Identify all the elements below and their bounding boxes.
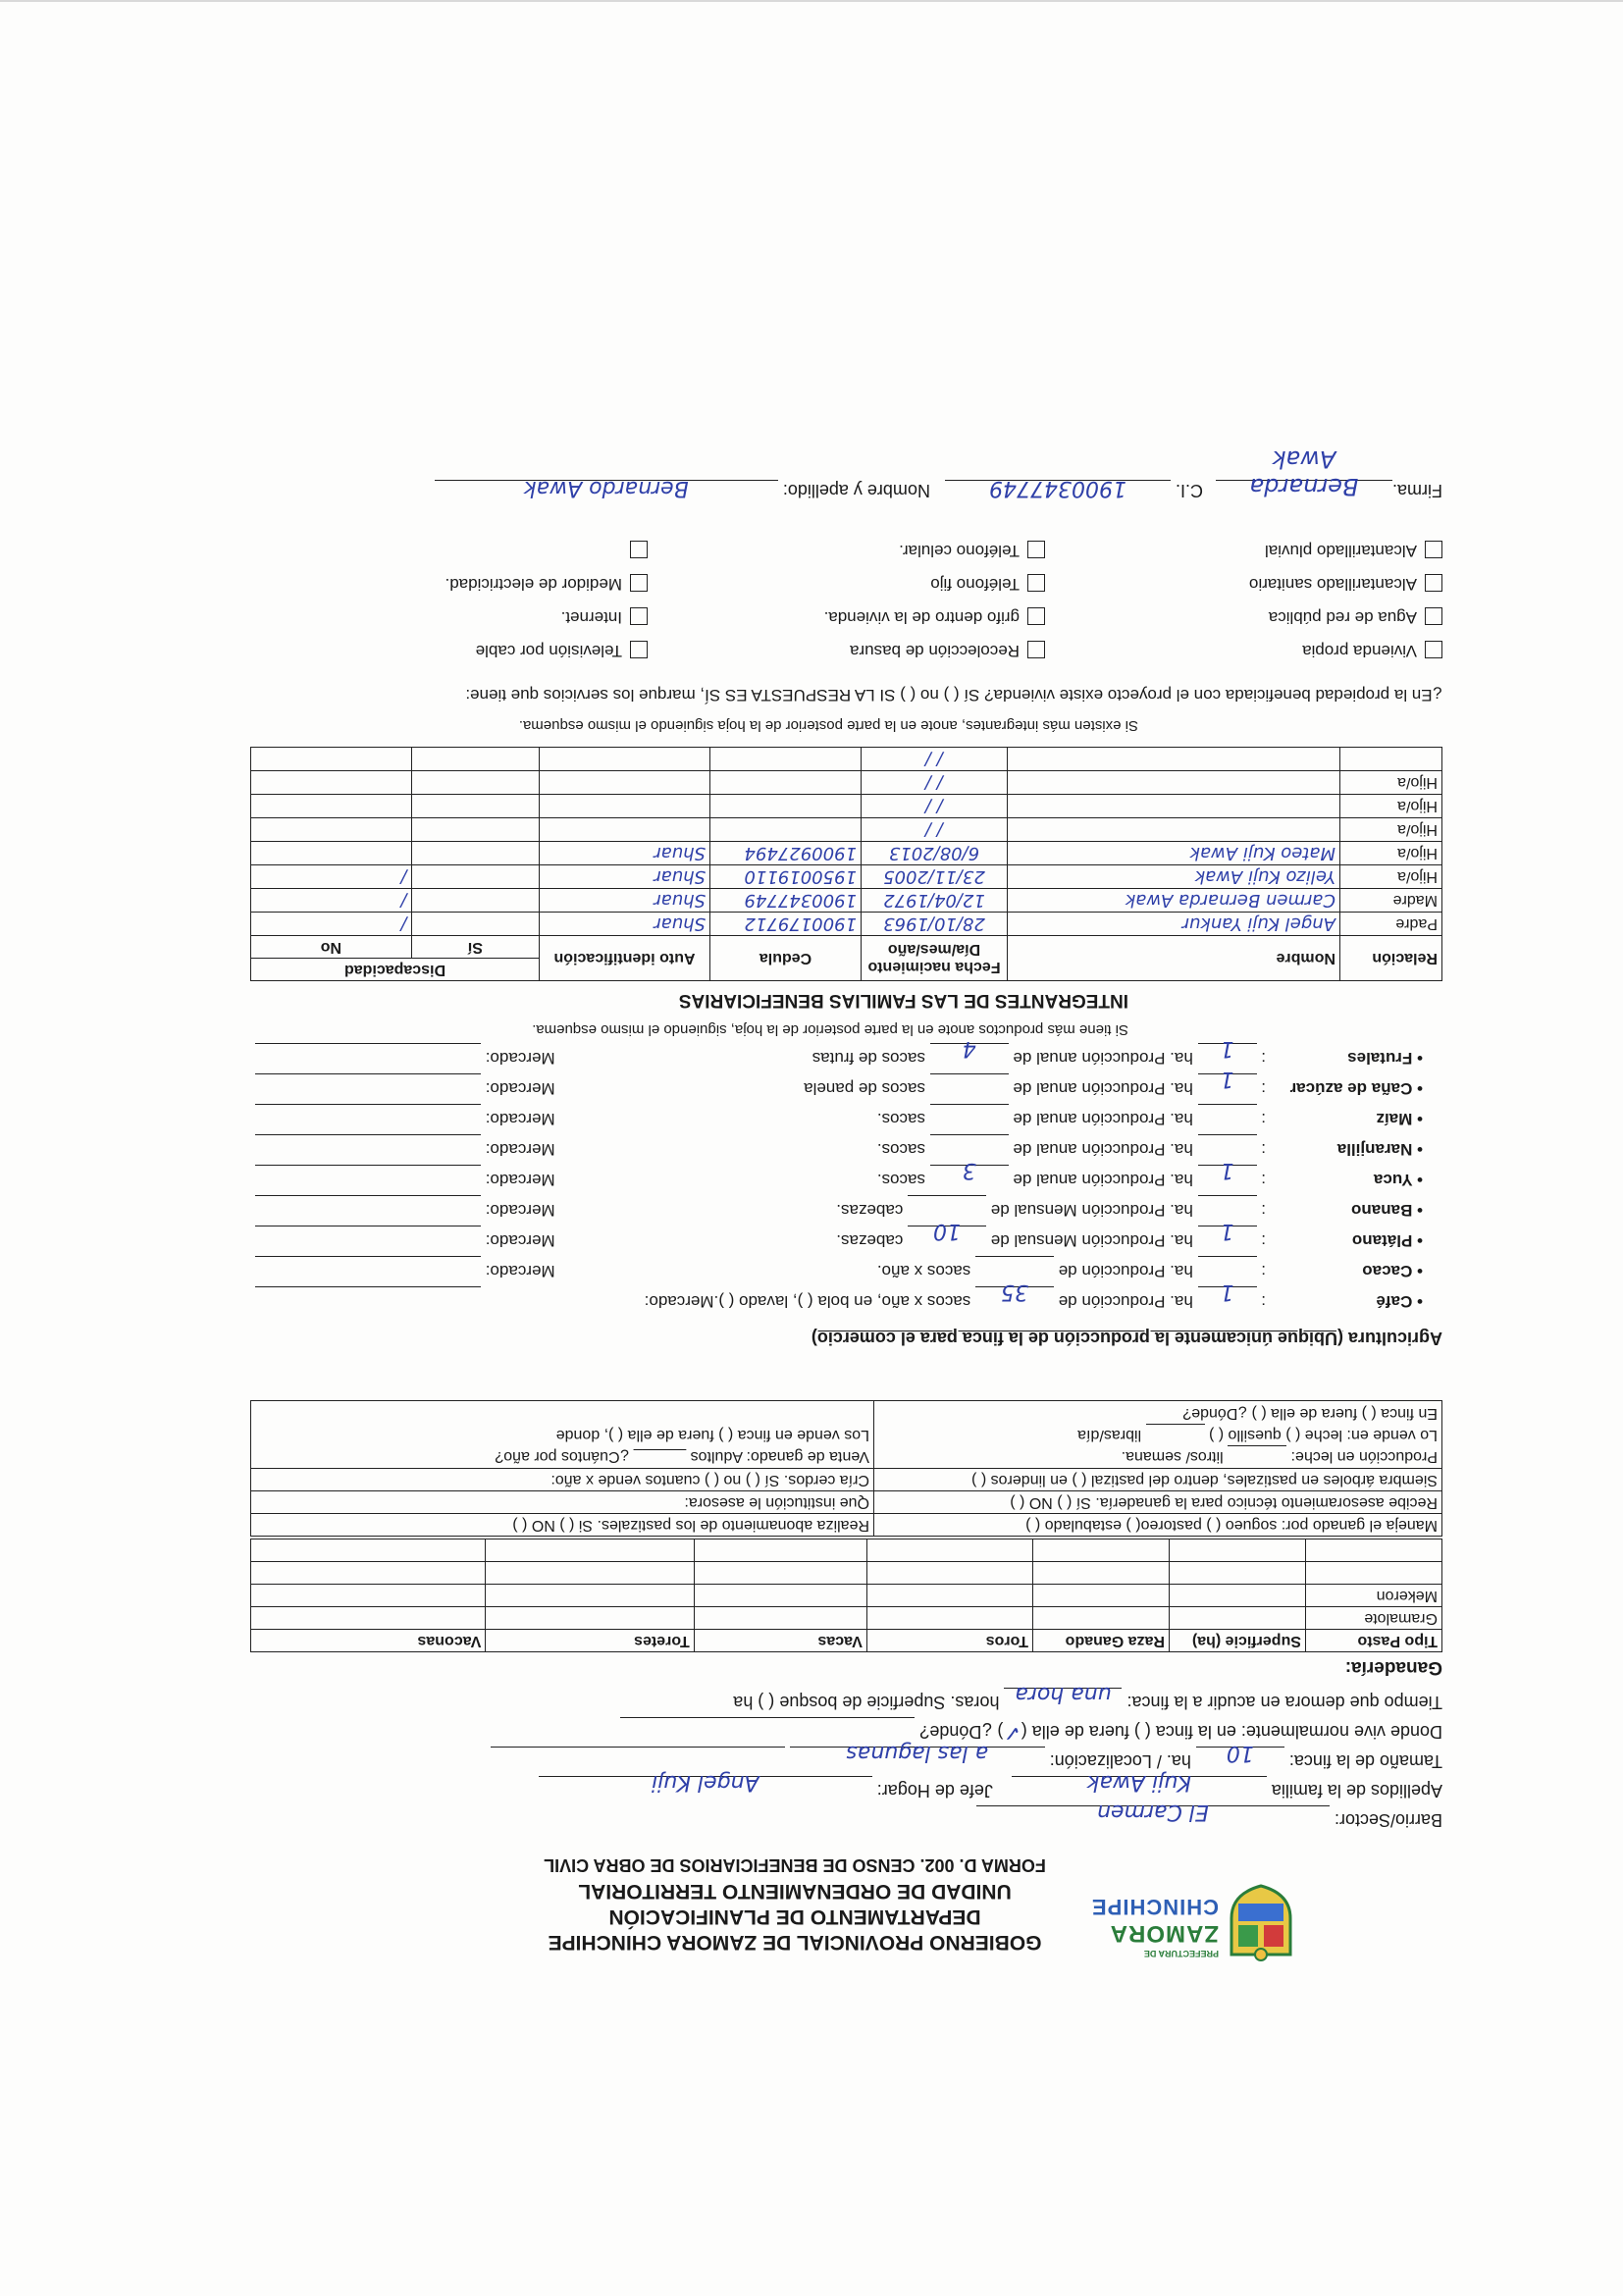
table-row <box>251 889 1442 913</box>
service-label: Alcantarillado pluvial <box>1265 542 1417 560</box>
no-cell[interactable] <box>251 748 412 771</box>
leche-cell[interactable] <box>874 1401 1442 1469</box>
fecha-cell[interactable]: 23/11/2005 <box>862 865 1008 889</box>
nombre-cell[interactable] <box>1008 771 1340 795</box>
table-row <box>251 1585 1442 1607</box>
signature[interactable]: Bernarda Awak <box>1216 480 1392 500</box>
table-cell[interactable] <box>251 1585 486 1607</box>
vivienda-question: ¿En la propiedad beneficiada con el proyecto existe vivienda? Sí ( ) no ( ) SI LA RESPUESTA ES SÍ, marque los servicios que tiene: <box>465 686 1442 704</box>
relacion-cell[interactable]: Hijo/a <box>1340 865 1442 889</box>
table-cell[interactable] <box>694 1539 866 1562</box>
integrantes-header: Discapacidad <box>251 959 540 981</box>
agri-row: • Caña de azúcar: 1 ha. Producción anual de sacos de panela Mercado: <box>255 1073 1423 1104</box>
form-title: FORMA D. 002. CENSO DE BENEFICIARIOS DE OBRA CIVIL <box>544 1855 1046 1875</box>
donde-field[interactable] <box>620 1717 915 1738</box>
integrantes-table <box>250 747 1442 981</box>
cedula-cell[interactable]: 1950019110 <box>710 865 862 889</box>
jefe-field[interactable]: Angel Kuji <box>539 1776 872 1797</box>
checkbox[interactable] <box>1027 607 1045 625</box>
ganaderia-header: Toretes <box>486 1630 694 1652</box>
checkbox[interactable] <box>630 574 648 592</box>
crop-text: ha. Producción anual de <box>1013 1049 1193 1068</box>
service-label: Teléfono fijo <box>930 575 1020 594</box>
si-cell[interactable] <box>411 842 539 865</box>
table-row <box>251 1607 1442 1630</box>
mercado-field[interactable]: Mercado: <box>255 1165 555 1195</box>
service-label: Vivienda propia <box>1302 642 1417 660</box>
no-cell[interactable] <box>251 771 412 795</box>
agricultura-heading <box>812 1328 1442 1348</box>
crop-unit: sacos de panela <box>804 1079 925 1098</box>
integrantes-title: INTEGRANTES DE LAS FAMILIAS BENEFICIARIAS <box>678 990 1128 1011</box>
apellidos-row <box>250 1770 1442 1805</box>
crop-name: • Banano <box>1350 1201 1423 1220</box>
venta-ganado-cell[interactable] <box>251 1401 874 1469</box>
agricultura-title: Agricultura <box>1347 1329 1442 1348</box>
header-logo <box>1079 1874 1295 1962</box>
cedula-cell[interactable] <box>710 748 862 771</box>
checkbox[interactable] <box>1425 641 1442 658</box>
mercado-field[interactable]: Mercado: <box>255 1226 555 1256</box>
service-label: Agua de red pública <box>1268 608 1417 627</box>
ci-label: C.I. <box>1175 481 1203 500</box>
gov-title: GOBIERNO PROVINCIAL DE ZAMORA CHINCHIPE <box>548 1931 1042 1954</box>
logo-small-text: PREFECTURA DE <box>1143 1949 1219 1958</box>
table-cell[interactable] <box>694 1585 866 1607</box>
table-row <box>251 771 1442 795</box>
maneja-cell[interactable]: Maneja el ganado por: sogueo ( ) pastoreo( ) estabulado ( ) <box>874 1514 1442 1537</box>
header-titles <box>530 1852 1060 1955</box>
table-row <box>251 1514 1442 1537</box>
table-cell[interactable] <box>694 1607 866 1630</box>
table-cell[interactable] <box>694 1562 866 1585</box>
auto-cell[interactable]: Shuar <box>540 913 710 936</box>
ganaderia-header: Superficie (ha) <box>1170 1630 1306 1652</box>
no-cell[interactable]: / <box>251 865 412 889</box>
crop-unit: sacos de frutas <box>812 1049 925 1068</box>
si-cell[interactable] <box>411 748 539 771</box>
crop-text: ha. Producción anual de <box>1013 1079 1193 1098</box>
agri-row: • Yuca: 1 ha. Producción anual de 3 sacos. Mercado: <box>255 1165 1423 1195</box>
service-item[interactable] <box>1045 641 1442 660</box>
vivienda-row <box>250 534 1442 567</box>
relacion-cell[interactable]: Padre <box>1340 913 1442 936</box>
auto-cell[interactable] <box>540 771 710 795</box>
crop-text: ha. Producción Mensual de <box>990 1201 1193 1220</box>
table-row <box>251 1562 1442 1585</box>
ganaderia-header: Vaconas <box>251 1630 486 1652</box>
table-cell[interactable] <box>1033 1539 1170 1562</box>
crop-ha-field[interactable] <box>1198 1195 1257 1216</box>
apellidos-label: Apellidos de la familia <box>1271 1781 1442 1800</box>
fecha-cell[interactable]: 12/04/1972 <box>862 889 1008 913</box>
localizacion-field[interactable]: a las lagunas <box>790 1747 1045 1767</box>
vivienda-services <box>250 534 1442 667</box>
fecha-cell[interactable]: / / <box>862 748 1008 771</box>
no-cell[interactable] <box>251 842 412 865</box>
cedula-cell[interactable] <box>710 795 862 818</box>
mercado-field[interactable]: Mercado: <box>255 1256 555 1286</box>
tiempo-end: horas. Superficie de bosque ( ) ha <box>733 1693 1000 1712</box>
relacion-cell[interactable]: Hijo/a <box>1340 795 1442 818</box>
service-label: grifo dentro de la vivienda. <box>823 608 1020 627</box>
agricultura-instruction: (Ubique únicamente la producción de la finca para el comercio) <box>811 1329 1343 1348</box>
crop-value-field[interactable] <box>975 1256 1054 1277</box>
ganaderia-header: Toros <box>866 1630 1032 1652</box>
barrio-field[interactable]: El Carmen <box>976 1805 1330 1826</box>
tamano-field[interactable]: 10 <box>1196 1747 1284 1767</box>
nombre-label: Nombre y apellido: <box>782 481 930 500</box>
checkbox[interactable] <box>630 607 648 625</box>
ganaderia-header: Vacas <box>694 1630 866 1652</box>
crop-name: • Caña de azúcar <box>1289 1079 1423 1098</box>
crop-text: ha. Producción de <box>1058 1292 1193 1311</box>
table-cell[interactable] <box>1170 1539 1306 1562</box>
agri-row: • Banano: ha. Producción Mensual de cabezas. Mercado: <box>255 1195 1423 1226</box>
siembra-cell[interactable]: Siembra árboles en pastizales, dentro del pastizal ( ) en linderos ( ) <box>874 1469 1442 1491</box>
service-label: Alcantarillado sanitario <box>1248 575 1417 594</box>
table-row <box>251 842 1442 865</box>
ganaderia-practicas-table <box>250 1400 1442 1537</box>
crop-unit: sacos. <box>876 1171 925 1189</box>
table-cell[interactable] <box>251 1539 486 1562</box>
si-cell[interactable] <box>411 818 539 842</box>
agri-row: • Café: 1 ha. Producción de 35 sacos x año, en bola ( ), lavado ( ).Mercado: <box>255 1286 1423 1317</box>
crop-unit: cabezas. <box>836 1231 904 1250</box>
crop-value-field[interactable] <box>930 1073 1009 1094</box>
cedula-cell[interactable]: 1900927494 <box>710 842 862 865</box>
crop-text: ha. Producción de <box>1058 1262 1193 1280</box>
table-cell[interactable] <box>1033 1607 1170 1630</box>
service-item[interactable] <box>648 574 1045 594</box>
service-label: Internet. <box>560 608 622 627</box>
service-item[interactable] <box>250 574 648 594</box>
crop-value-field[interactable]: 3 <box>930 1165 1009 1185</box>
integrantes-header: Relación <box>1340 936 1442 981</box>
barrio-row <box>250 1800 1442 1835</box>
checkbox[interactable] <box>1425 607 1442 625</box>
logo-zamora: ZAMORA <box>1109 1920 1219 1947</box>
asesoramiento-cell[interactable]: Recibe asesoramiento técnico para la ganadería. Sí ( ) NO ( ) <box>874 1491 1442 1514</box>
service-item[interactable] <box>250 541 648 560</box>
ganaderia-table <box>250 1539 1442 1652</box>
crop-ha-field[interactable]: 1 <box>1198 1043 1257 1064</box>
crop-unit: sacos x año. <box>876 1262 971 1280</box>
pasto-cell[interactable]: Gramalote <box>1306 1607 1442 1630</box>
crop-unit: cabezas. <box>836 1201 904 1220</box>
table-row <box>251 748 1442 771</box>
si-cell[interactable] <box>411 865 539 889</box>
auto-cell[interactable] <box>540 748 710 771</box>
crop-ha-field[interactable]: 1 <box>1198 1226 1257 1246</box>
crop-unit: sacos. <box>876 1110 925 1128</box>
no-cell[interactable]: / <box>251 889 412 913</box>
relacion-cell[interactable] <box>1340 748 1442 771</box>
crop-name: • Cacao <box>1362 1262 1423 1280</box>
nombre-cell[interactable] <box>1008 795 1340 818</box>
tiempo-row <box>250 1682 1442 1717</box>
integrantes-header: Fecha nacimiento Día/mes/año <box>862 936 1008 981</box>
table-cell[interactable] <box>866 1607 1032 1630</box>
crop-value-field[interactable]: 10 <box>908 1226 986 1246</box>
service-item[interactable] <box>1045 574 1442 594</box>
checkbox[interactable] <box>1027 574 1045 592</box>
auto-cell[interactable] <box>540 818 710 842</box>
table-cell[interactable] <box>866 1562 1032 1585</box>
checkbox[interactable] <box>1425 574 1442 592</box>
vivienda-row <box>250 634 1442 667</box>
crop-value-field[interactable]: 4 <box>930 1043 1009 1064</box>
service-item[interactable] <box>648 541 1045 560</box>
libras-label: libras/día <box>1077 1427 1142 1443</box>
table-cell[interactable] <box>1033 1585 1170 1607</box>
table-cell[interactable] <box>486 1585 694 1607</box>
auto-cell[interactable]: Shuar <box>540 865 710 889</box>
cedula-cell[interactable] <box>710 771 862 795</box>
tiempo-label: Tiempo que demora en acudir a la finca: <box>1126 1693 1442 1712</box>
table-cell[interactable] <box>486 1539 694 1562</box>
crop-text: ha. Producción Mensual de <box>990 1231 1193 1250</box>
jefe-label: Jefe de Hogar: <box>876 1781 993 1800</box>
si-cell[interactable] <box>411 913 539 936</box>
service-item[interactable] <box>648 607 1045 627</box>
agri-row: • Maíz: ha. Producción anual de sacos. Mercado: <box>255 1104 1423 1134</box>
no-cell[interactable]: / <box>251 913 412 936</box>
checkbox[interactable] <box>1027 641 1045 658</box>
pasto-cell[interactable] <box>1306 1539 1442 1562</box>
service-item[interactable] <box>1045 541 1442 560</box>
crop-ha-field[interactable] <box>1198 1256 1257 1277</box>
localizacion-extra-line[interactable] <box>491 1747 785 1767</box>
cedula-cell[interactable]: 1900347749 <box>710 889 862 913</box>
nombre-cell[interactable] <box>1008 748 1340 771</box>
ganaderia-header: Raza Ganado <box>1033 1630 1170 1652</box>
ganaderia-title: Ganadería: <box>1344 1657 1442 1678</box>
crop-text: ha. Producción anual de <box>1013 1110 1193 1128</box>
auto-cell[interactable]: Shuar <box>540 842 710 865</box>
crop-name: • Naranjilla <box>1336 1140 1423 1159</box>
agri-row: • Plátano: 1 ha. Producción Mensual de 10 cabezas. Mercado: <box>255 1226 1423 1256</box>
discapacidad-no: No <box>251 936 412 959</box>
integrantes-header: Cedula <box>710 936 862 981</box>
service-item[interactable] <box>1045 607 1442 627</box>
vive-end: ) ¿Dónde? <box>919 1722 1004 1742</box>
agricultura-list <box>255 1036 1423 1317</box>
discapacidad-si: Sí <box>411 936 539 959</box>
shield-icon <box>1227 1884 1295 1962</box>
table-row <box>251 913 1442 936</box>
crop-ha-field[interactable] <box>1198 1134 1257 1155</box>
vive-label: Donde vive normalmente: en la finca ( ) fuera de ella ( <box>1021 1722 1442 1742</box>
crop-unit: sacos. <box>876 1140 925 1159</box>
fecha-cell[interactable]: / / <box>862 818 1008 842</box>
crop-value-field[interactable] <box>930 1134 1009 1155</box>
table-cell[interactable] <box>486 1607 694 1630</box>
table-cell[interactable] <box>251 1562 486 1585</box>
nombre-field[interactable]: Bernardo Awak <box>435 480 778 500</box>
crop-name: • Yuca <box>1373 1171 1423 1189</box>
si-cell[interactable] <box>411 889 539 913</box>
crop-value-field[interactable]: 35 <box>975 1286 1054 1307</box>
vivienda-row <box>250 600 1442 634</box>
table-cell[interactable] <box>1170 1607 1306 1630</box>
table-cell[interactable] <box>866 1539 1032 1562</box>
cerdos-cell[interactable]: Cría cerdos. Sí ( ) no ( ) cuantos vende x año: <box>251 1469 874 1491</box>
relacion-cell[interactable]: Hijo/a <box>1340 771 1442 795</box>
venta-ganado-label: Venta de ganado: Adultos ______ ¿Cuántos por año? <box>495 1448 869 1465</box>
crop-name: • Frutales <box>1347 1049 1423 1068</box>
vive-row <box>250 1717 1442 1747</box>
pasto-cell[interactable]: Mekeron <box>1306 1585 1442 1607</box>
checkbox[interactable] <box>630 541 648 558</box>
checkbox[interactable] <box>1425 541 1442 558</box>
table-cell[interactable] <box>1170 1585 1306 1607</box>
cedula-cell[interactable]: 1900179712 <box>710 913 862 936</box>
fecha-cell[interactable]: 28/10/1963 <box>862 913 1008 936</box>
mercado-field[interactable]: Mercado: <box>255 1043 555 1073</box>
crop-text: ha. Producción anual de <box>1013 1171 1193 1189</box>
table-cell[interactable] <box>866 1585 1032 1607</box>
crop-ha-field[interactable] <box>1198 1104 1257 1124</box>
crop-value-field[interactable] <box>908 1195 986 1216</box>
mercado-field[interactable]: Mercado: <box>255 1073 555 1104</box>
abonamiento-cell[interactable]: Realiza abonamiento de los pastizales. Si ( ) NO ( ) <box>251 1514 874 1537</box>
en-finca-label: En finca ( ) fuera de ella ( ) <box>1251 1405 1438 1422</box>
crop-ha-field[interactable]: 1 <box>1198 1165 1257 1185</box>
crop-ha-field[interactable]: 1 <box>1198 1286 1257 1307</box>
service-item[interactable] <box>648 641 1045 660</box>
pasto-cell[interactable] <box>1306 1562 1442 1585</box>
general-info <box>250 1682 1442 1835</box>
nombre-cell[interactable]: Carmen Bernarda Awak <box>1008 889 1340 913</box>
si-cell[interactable] <box>411 795 539 818</box>
agri-row: • Cacao: ha. Producción de sacos x año. Mercado: <box>255 1256 1423 1286</box>
tamano-label: Tamaño de la finca: <box>1288 1751 1442 1771</box>
mercado-field[interactable]: Mercado: <box>255 1195 555 1226</box>
ci-field[interactable]: 1900347749 <box>945 480 1171 500</box>
vende-finca-label: Los vende en finca ( ) fuera de ella ( ), donde <box>555 1427 869 1443</box>
tamano-row <box>250 1741 1442 1776</box>
table-row <box>251 1539 1442 1562</box>
vive-mark[interactable]: ✓ <box>1003 1720 1021 1745</box>
table-row <box>251 1469 1442 1491</box>
logo-chinchipe: CHINCHIPE <box>1090 1895 1219 1919</box>
agri-row: • Naranjilla: ha. Producción anual de sacos. Mercado: <box>255 1134 1423 1165</box>
fecha-cell[interactable]: / / <box>862 795 1008 818</box>
nombre-cell[interactable]: Yelizo Kuji Awak <box>1008 865 1340 889</box>
mercado-field[interactable] <box>255 1286 481 1317</box>
produccion-leche-label: Producción en leche: <box>1290 1448 1438 1465</box>
service-label: Televisión por cable <box>475 642 622 660</box>
firma-label: Firma. <box>1392 481 1442 500</box>
no-cell[interactable] <box>251 795 412 818</box>
unit-title: UNIDAD DE ORDENAMIENTO TERRITORIAL <box>578 1880 1012 1903</box>
integrantes-header: Nombre <box>1008 936 1340 981</box>
crop-unit: sacos x año, en bola ( ), lavado ( ).Mercado: <box>644 1292 971 1311</box>
no-cell[interactable] <box>251 818 412 842</box>
agricultura-note: Si tiene más productos anote en la parte posterior de la hoja, siguiendo el mismo esquema. <box>532 1021 1128 1038</box>
table-cell[interactable] <box>486 1562 694 1585</box>
cedula-cell[interactable] <box>710 818 862 842</box>
service-label: Medidor de electricidad. <box>445 575 622 594</box>
service-item[interactable] <box>250 607 648 627</box>
table-cell[interactable] <box>1170 1562 1306 1585</box>
service-item[interactable] <box>250 641 648 660</box>
table-cell[interactable] <box>1033 1562 1170 1585</box>
table-row <box>251 1401 1442 1469</box>
mercado-field[interactable]: Mercado: <box>255 1104 555 1134</box>
integrantes-header-row <box>251 959 1442 981</box>
service-label: Recolección de basura <box>850 642 1020 660</box>
auto-cell[interactable] <box>540 795 710 818</box>
service-label: Teléfono celular. <box>899 542 1020 560</box>
nombre-cell[interactable]: Angel Kuji Yankur <box>1008 913 1340 936</box>
tiempo-field[interactable]: una hora <box>1004 1688 1122 1708</box>
crop-ha-field[interactable]: 1 <box>1198 1073 1257 1094</box>
checkbox[interactable] <box>1027 541 1045 558</box>
ha-localizacion-label: ha. / Localización: <box>1049 1751 1191 1771</box>
ganaderia-header-row <box>251 1630 1442 1652</box>
table-cell[interactable] <box>251 1607 486 1630</box>
si-cell[interactable] <box>411 771 539 795</box>
crop-name: • Maíz <box>1376 1110 1423 1128</box>
auto-cell[interactable]: Shuar <box>540 889 710 913</box>
crop-value-field[interactable] <box>930 1104 1009 1124</box>
vivienda-row <box>250 567 1442 600</box>
litros-label: litros/ semana. <box>1121 1448 1224 1465</box>
table-row <box>251 818 1442 842</box>
relacion-cell[interactable]: Hijo/a <box>1340 842 1442 865</box>
nombre-cell[interactable]: Mateo Kuji Awak <box>1008 842 1340 865</box>
agri-row: • Frutales: 1 ha. Producción anual de 4 sacos de frutas Mercado: <box>255 1043 1423 1073</box>
firma-row <box>250 445 1442 500</box>
fecha-cell[interactable]: / / <box>862 771 1008 795</box>
dept-title: DEPARTAMENTO DE PLANIFICACIÓN <box>608 1905 981 1928</box>
donde-label: ¿Dónde? <box>1182 1405 1248 1422</box>
nombre-cell[interactable] <box>1008 818 1340 842</box>
mercado-field[interactable]: Mercado: <box>255 1134 555 1165</box>
table-row <box>251 795 1442 818</box>
relacion-cell[interactable]: Hijo/a <box>1340 818 1442 842</box>
integrantes-header: Auto identificación <box>540 936 710 981</box>
census-form <box>250 343 1442 1972</box>
crop-text: ha. Producción anual de <box>1013 1140 1193 1159</box>
barrio-label: Barrio/Sector: <box>1334 1810 1442 1830</box>
crop-name: • Café <box>1376 1292 1423 1311</box>
crop-name: • Plátano <box>1351 1231 1423 1250</box>
checkbox[interactable] <box>630 641 648 658</box>
table-row <box>251 865 1442 889</box>
integrantes-note: Si existen más integrantes, anote en la parte posterior de la hoja siguiendo el mismo esquema. <box>518 717 1138 734</box>
fecha-cell[interactable]: 6/08/2013 <box>862 842 1008 865</box>
table-row <box>251 1491 1442 1514</box>
vende-leche-label: Lo vende en: leche ( ) quesillo ( ) <box>1208 1427 1438 1443</box>
ganaderia-header: Tipo Pasto <box>1306 1630 1442 1652</box>
institucion-cell[interactable]: Que institución le asesora: <box>251 1491 874 1514</box>
scan-edge-line <box>0 0 1623 2</box>
relacion-cell[interactable]: Madre <box>1340 889 1442 913</box>
apellidos-field[interactable]: Kuji Awak <box>1012 1776 1267 1797</box>
